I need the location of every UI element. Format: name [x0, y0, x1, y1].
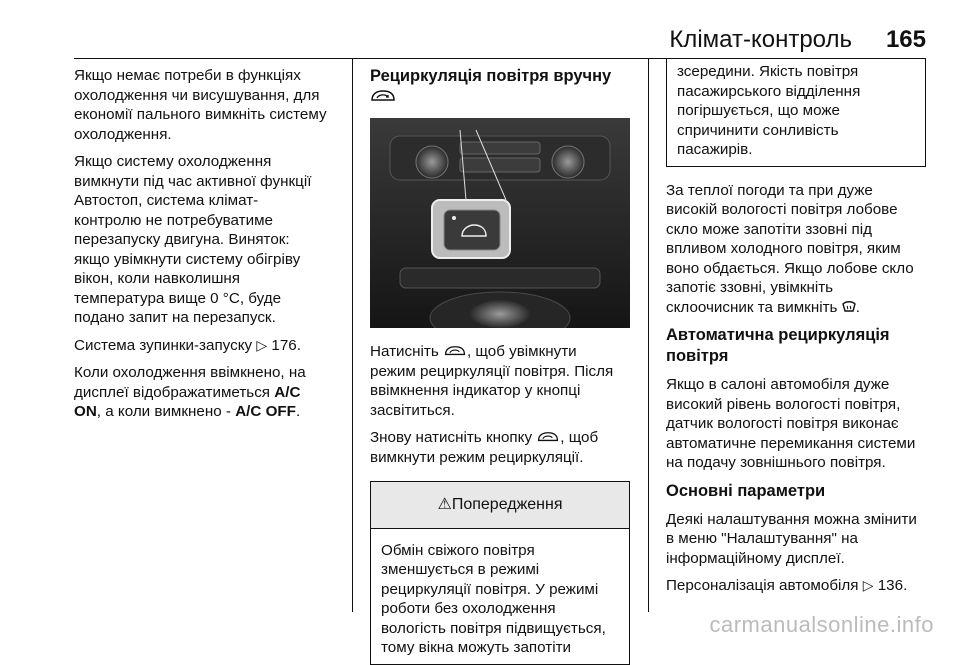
text-line: роботи без охолодження	[381, 600, 556, 617]
ac-off-label: A/C OFF	[235, 403, 296, 420]
page-header-title: Клімат-контроль	[669, 26, 852, 53]
text-line: охолодження.	[74, 125, 172, 143]
warning-box-continued	[666, 58, 926, 167]
text-line: погіршується, що може	[677, 102, 840, 119]
section-heading-basic-settings: Основні параметри	[666, 481, 826, 500]
heading-line: повітря	[666, 347, 729, 365]
text-line: тому вікна можуть запотіти	[381, 639, 572, 656]
text-line: датчик вологості повітря виконає	[666, 415, 899, 432]
on-label: ON	[74, 403, 97, 420]
text-line: Автостоп, система клімат-	[74, 192, 259, 209]
text-span: Знову натисніть кнопку	[370, 429, 533, 446]
page-ref-icon: ▷	[256, 336, 268, 353]
text-span: .	[295, 403, 301, 420]
warning-header	[371, 482, 629, 529]
text-line: пасажирів.	[677, 141, 753, 158]
column-3	[666, 58, 930, 604]
text-span: склоочисник та вимкніть	[666, 298, 838, 316]
paragraph-cooling-off	[74, 66, 346, 144]
text-line: режим рециркуляції повітря. Після	[370, 362, 614, 380]
section-heading-manual-recirculation	[370, 66, 636, 108]
column-divider-1	[352, 58, 353, 612]
warning-box	[370, 481, 630, 665]
text-line: вологість повітря підвищується,	[381, 619, 606, 637]
text-line: автоматичне перемикання системи	[666, 434, 916, 452]
column-divider-2	[648, 58, 649, 612]
text-span: , щоб увімкнути	[466, 343, 577, 360]
section-heading-auto-recirculation	[666, 325, 930, 367]
heading-line: Автоматична рециркуляція	[666, 326, 890, 344]
text-line: Деякі налаштування можна змінити	[666, 510, 917, 528]
text-line: перезапуску двигуна. Виняток:	[74, 231, 290, 248]
text-line: рециркуляції повітря. У режимі	[381, 580, 599, 598]
text-line: За теплої погоди та при дуже	[666, 181, 873, 199]
text-line: якщо увімкнути систему обігріву	[74, 250, 301, 268]
heading-text: Рециркуляція повітря вручну	[370, 67, 612, 85]
text-line: запотіє ззовні, увімкніть	[666, 279, 834, 296]
page-ref-link[interactable]: 176.	[271, 336, 301, 354]
text-line: скло може запотіти ззовні під	[666, 220, 872, 238]
column-1	[74, 66, 346, 430]
text-line: впливом холодного повітря, яким	[666, 240, 901, 257]
text-line: інформаційному дисплеї.	[666, 549, 845, 567]
recirculation-icon	[370, 89, 396, 103]
text-line: охолодження чи висушування, для	[74, 86, 320, 104]
text-line: в меню "Налаштування" на	[666, 530, 858, 547]
text-line: подано запит на перезапуск.	[74, 309, 276, 326]
recirculation-icon	[536, 431, 560, 443]
text-line: Обмін свіжого повітря	[381, 541, 535, 559]
text-line: економії пального вимкніть систему	[74, 106, 327, 123]
paragraph-windscreen-fog: За теплої погоди та при дуже високій вологості повітря лобове скло може запотіти ззовні під впливом холодного повітря, яким воно обдається. Якщо лобове скло запотіє ззовні, увімкніть склоочисник та вимкніть .	[666, 181, 930, 318]
page-ref-link[interactable]: 136.	[877, 577, 908, 594]
paragraph-personalization-ref	[666, 576, 930, 596]
paragraph-autostop	[74, 152, 346, 328]
text-line: Коли охолодження ввімкнено, на	[74, 364, 306, 381]
page-ref-icon: ▷	[862, 577, 874, 593]
paragraph-press-to-enable	[370, 342, 636, 420]
text-line: пасажирського відділення	[677, 82, 861, 100]
text-line: зменшується в режимі	[381, 561, 540, 578]
ac-label: A/C	[274, 383, 301, 401]
warning-triangle-icon: ⚠	[437, 496, 452, 513]
text-line: вікон, коли навколишня	[74, 270, 240, 287]
text-span: Натисніть	[370, 343, 439, 360]
climate-control-panel-illustration	[370, 118, 630, 328]
text-span: Система зупинки-запуску	[74, 336, 253, 354]
text-line: спричинити сонливість	[677, 121, 839, 139]
text-line: ввімкнення індикатор у кнопці	[370, 382, 581, 399]
recirculation-icon	[443, 345, 467, 357]
text-line: високій вологості повітря лобове	[666, 201, 898, 218]
text-span: , а коли вимкнено -	[96, 403, 231, 420]
text-line: Якщо немає потреби в функціях	[74, 67, 301, 84]
paragraph-humidity-sensor	[666, 375, 930, 473]
text-line: зсередини. Якість повітря	[677, 63, 859, 80]
text-line: Якщо систему охолодження	[74, 153, 272, 170]
paragraph-ac-display	[74, 363, 346, 422]
text-line: високий рівень вологості повітря,	[666, 395, 901, 413]
text-line: вимкнути під час активної функції	[74, 172, 312, 190]
page-number: 165	[885, 26, 926, 53]
text-line: воно обдається. Якщо лобове скло	[666, 259, 914, 277]
text-span: дисплеї відображатиметься	[74, 383, 271, 401]
text-line: вимкнути режим рециркуляції.	[370, 448, 584, 466]
paragraph-stop-start-ref	[74, 336, 346, 356]
text-line: контролю не потребуватиме	[74, 211, 274, 229]
column-2	[370, 66, 636, 665]
text-line: температура вище 0 °C, буде	[74, 289, 282, 307]
text-line: на подачу зовнішнього повітря.	[666, 454, 886, 471]
windscreen-defrost-icon	[842, 300, 856, 314]
paragraph-settings-menu	[666, 510, 930, 569]
text-span: , щоб	[560, 429, 599, 446]
warning-body	[371, 529, 629, 664]
watermark: carmanualsonline.info	[709, 612, 934, 637]
text-span: Персоналізація автомобіля	[666, 577, 859, 594]
warning-title: Попередження	[451, 496, 563, 513]
text-line: засвітиться.	[370, 401, 455, 419]
paragraph-press-to-disable	[370, 428, 636, 467]
text-line: Якщо в салоні автомобіля дуже	[666, 376, 890, 393]
